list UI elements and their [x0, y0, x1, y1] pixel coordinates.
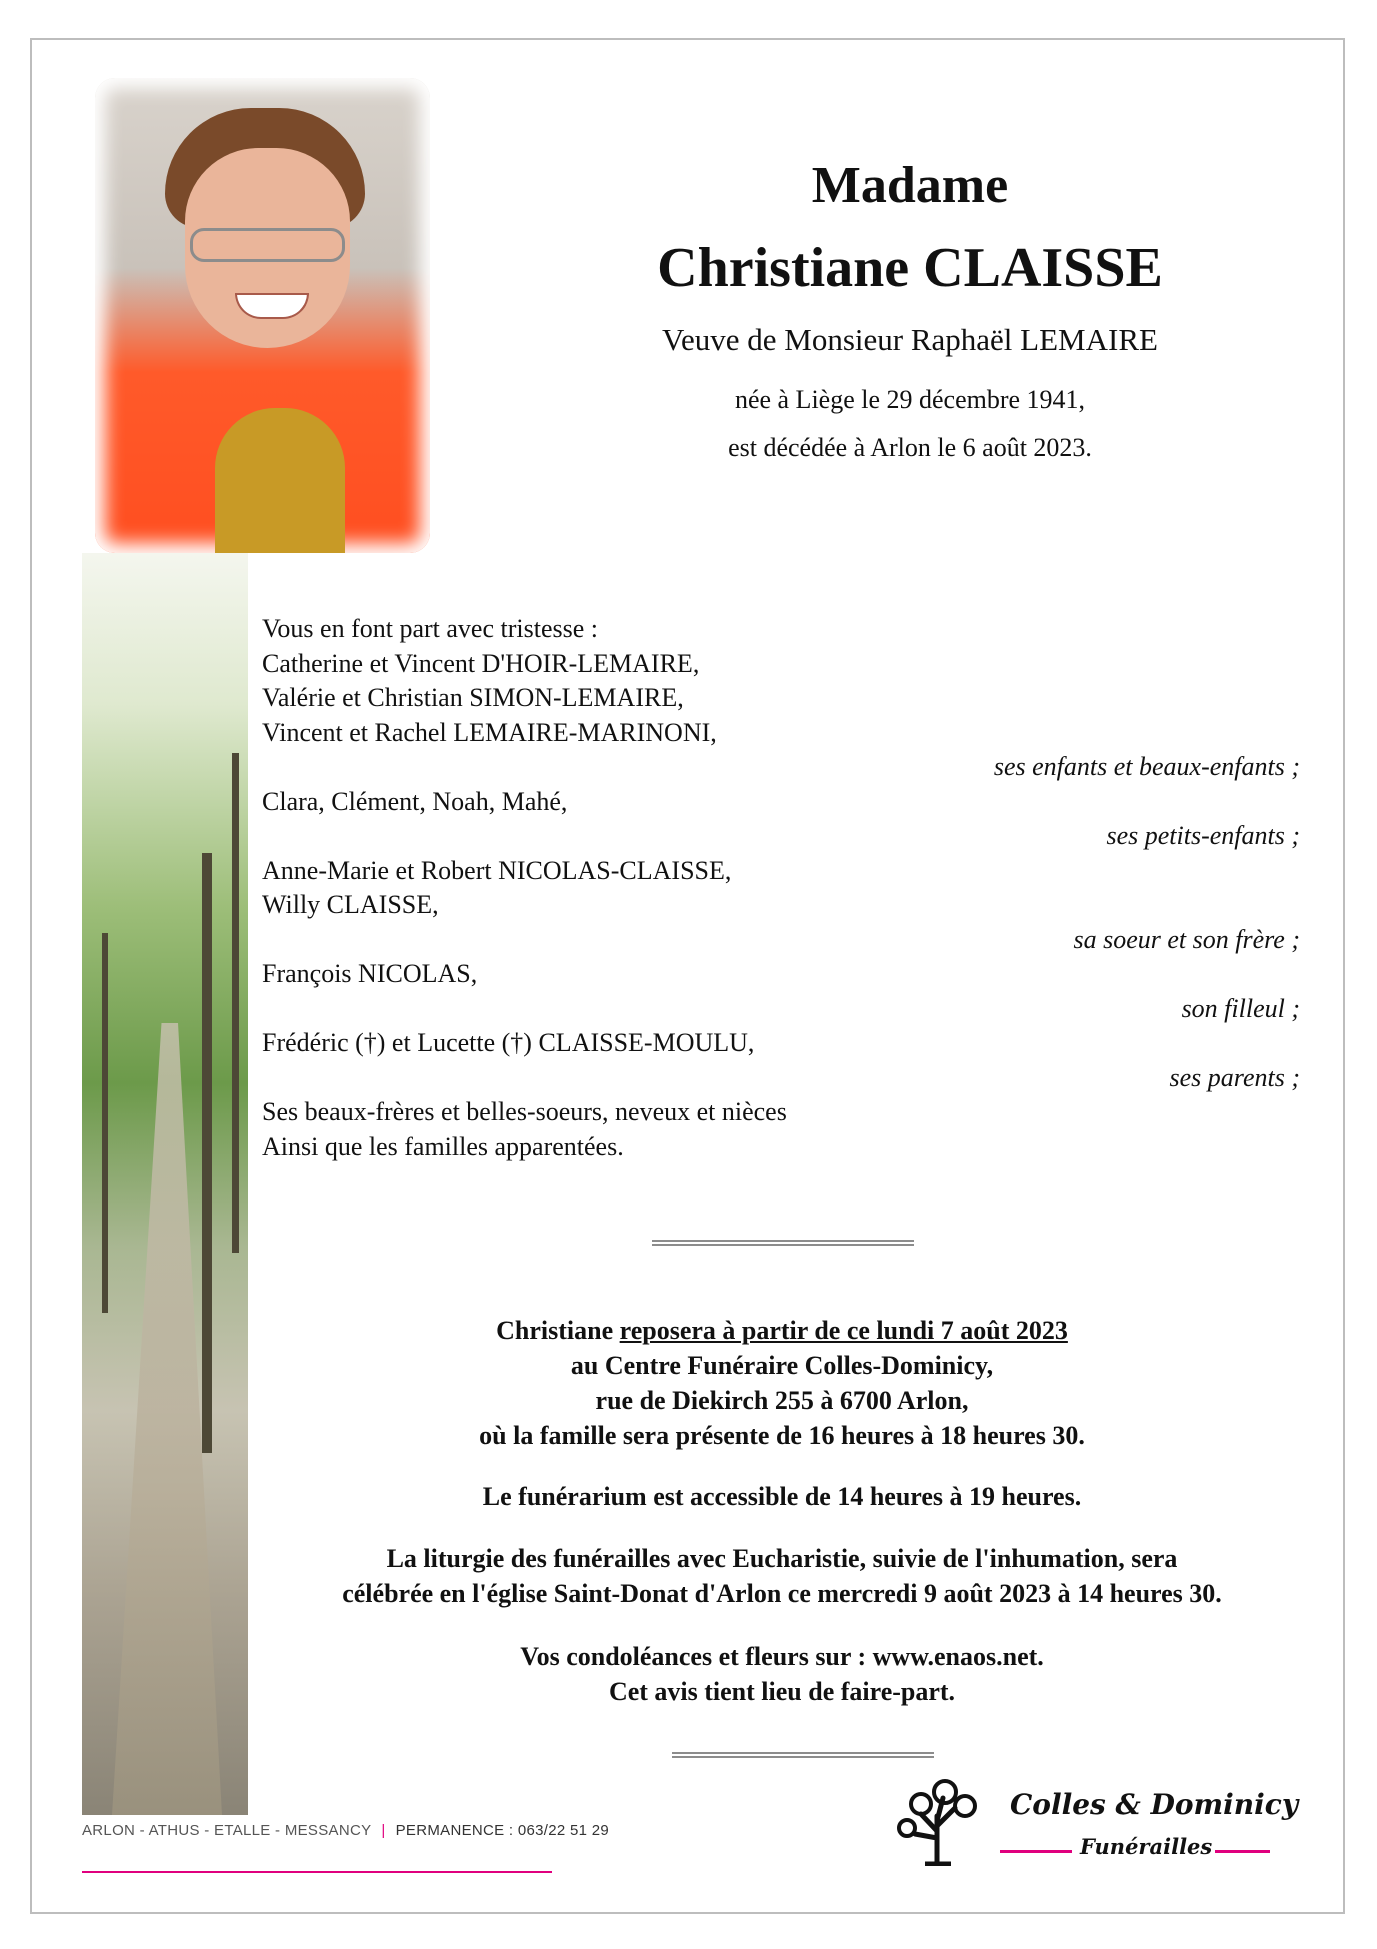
brand-subtitle: Funérailles	[1080, 1834, 1213, 1859]
portrait-photo	[95, 78, 430, 553]
visitation-info	[262, 1313, 1302, 1453]
closing-line: Ainsi que les familles apparentées.	[262, 1131, 624, 1161]
footer-separator: |	[381, 1822, 386, 1839]
death-line: est décédée à Arlon le 6 août 2023.	[728, 433, 1092, 462]
footer-permanence: PERMANENCE : 063/22 51 29	[395, 1822, 610, 1839]
widow-line: Veuve de Monsieur Raphaël LEMAIRE	[662, 322, 1158, 357]
parents-line: Frédéric (†) et Lucette (†) CLAISSE-MOULU,	[262, 1028, 755, 1057]
child-line: Valérie et Christian SIMON-LEMAIRE,	[262, 683, 684, 712]
family-announcement	[262, 612, 1302, 1164]
intro-line: Vous en font part avec tristesse :	[262, 614, 598, 643]
deceased-name: Christiane CLAISSE	[657, 237, 1163, 299]
sibling-line: Willy CLAISSE,	[262, 890, 439, 919]
sibling-line: Anne-Marie et Robert NICOLAS-CLAISSE,	[262, 855, 732, 885]
condolences-line: Vos condoléances et fleurs sur : www.enaos.net.	[520, 1642, 1044, 1671]
liturgy-info	[262, 1541, 1302, 1611]
grandchildren-line: Clara, Clément, Noah, Mahé,	[262, 786, 568, 816]
page-title: Madame	[811, 157, 1009, 214]
brand-line-right	[1215, 1850, 1270, 1853]
access-hours: Le funérarium est accessible de 14 heures à 19 heures.	[482, 1482, 1082, 1511]
siblings-label: sa soeur et son frère ;	[1073, 924, 1300, 954]
child-line: Catherine et Vincent D'HOIR-LEMAIRE,	[262, 648, 700, 678]
visitation-place: au Centre Funéraire Colles-Dominicy,	[570, 1351, 994, 1380]
brand-name: Colles & Dominicy	[1010, 1788, 1299, 1821]
visitation-date: reposera à partir de ce lundi 7 août 2023	[619, 1316, 1068, 1345]
visitation-address: rue de Diekirch 255 à 6700 Arlon,	[595, 1386, 969, 1415]
birth-line: née à Liège le 29 décembre 1941,	[734, 385, 1086, 414]
visitation-name: Christiane	[496, 1316, 620, 1345]
closing-line: Ses beaux-frères et belles-soeurs, neveux et nièces	[262, 1097, 787, 1126]
grandchildren-label: ses petits-enfants ;	[1106, 821, 1300, 850]
brand-logo	[885, 1776, 1299, 1866]
children-label: ses enfants et beaux-enfants ;	[993, 752, 1300, 781]
footer-accent-line	[82, 1871, 552, 1873]
liturgy-line: célébrée en l'église Saint-Donat d'Arlon ce mercredi 9 août 2023 à 14 heures 30.	[342, 1579, 1222, 1608]
child-line: Vincent et Rachel LEMAIRE-MARINONI,	[262, 717, 717, 747]
godson-label: son filleul ;	[1181, 993, 1300, 1023]
godson-line: François NICOLAS,	[262, 959, 478, 988]
footer-locations: ARLON - ATHUS - ETALLE - MESSANCY	[82, 1822, 372, 1839]
notice-line: Cet avis tient lieu de faire-part.	[608, 1677, 956, 1706]
liturgy-line: La liturgie des funérailles avec Eucharistie, suivie de l'inhumation, sera	[386, 1544, 1178, 1573]
forest-path-image	[82, 553, 248, 1815]
brand-line-left	[1000, 1850, 1072, 1853]
header	[560, 157, 1260, 358]
condolences-info	[262, 1639, 1302, 1709]
footer-contact	[82, 1822, 609, 1839]
tree-icon	[885, 1776, 995, 1866]
divider-top	[652, 1240, 914, 1246]
parents-label: ses parents ;	[1169, 1062, 1300, 1092]
visitation-hours: où la famille sera présente de 16 heures à 18 heures 30.	[479, 1421, 1085, 1450]
divider-bottom	[672, 1752, 934, 1758]
